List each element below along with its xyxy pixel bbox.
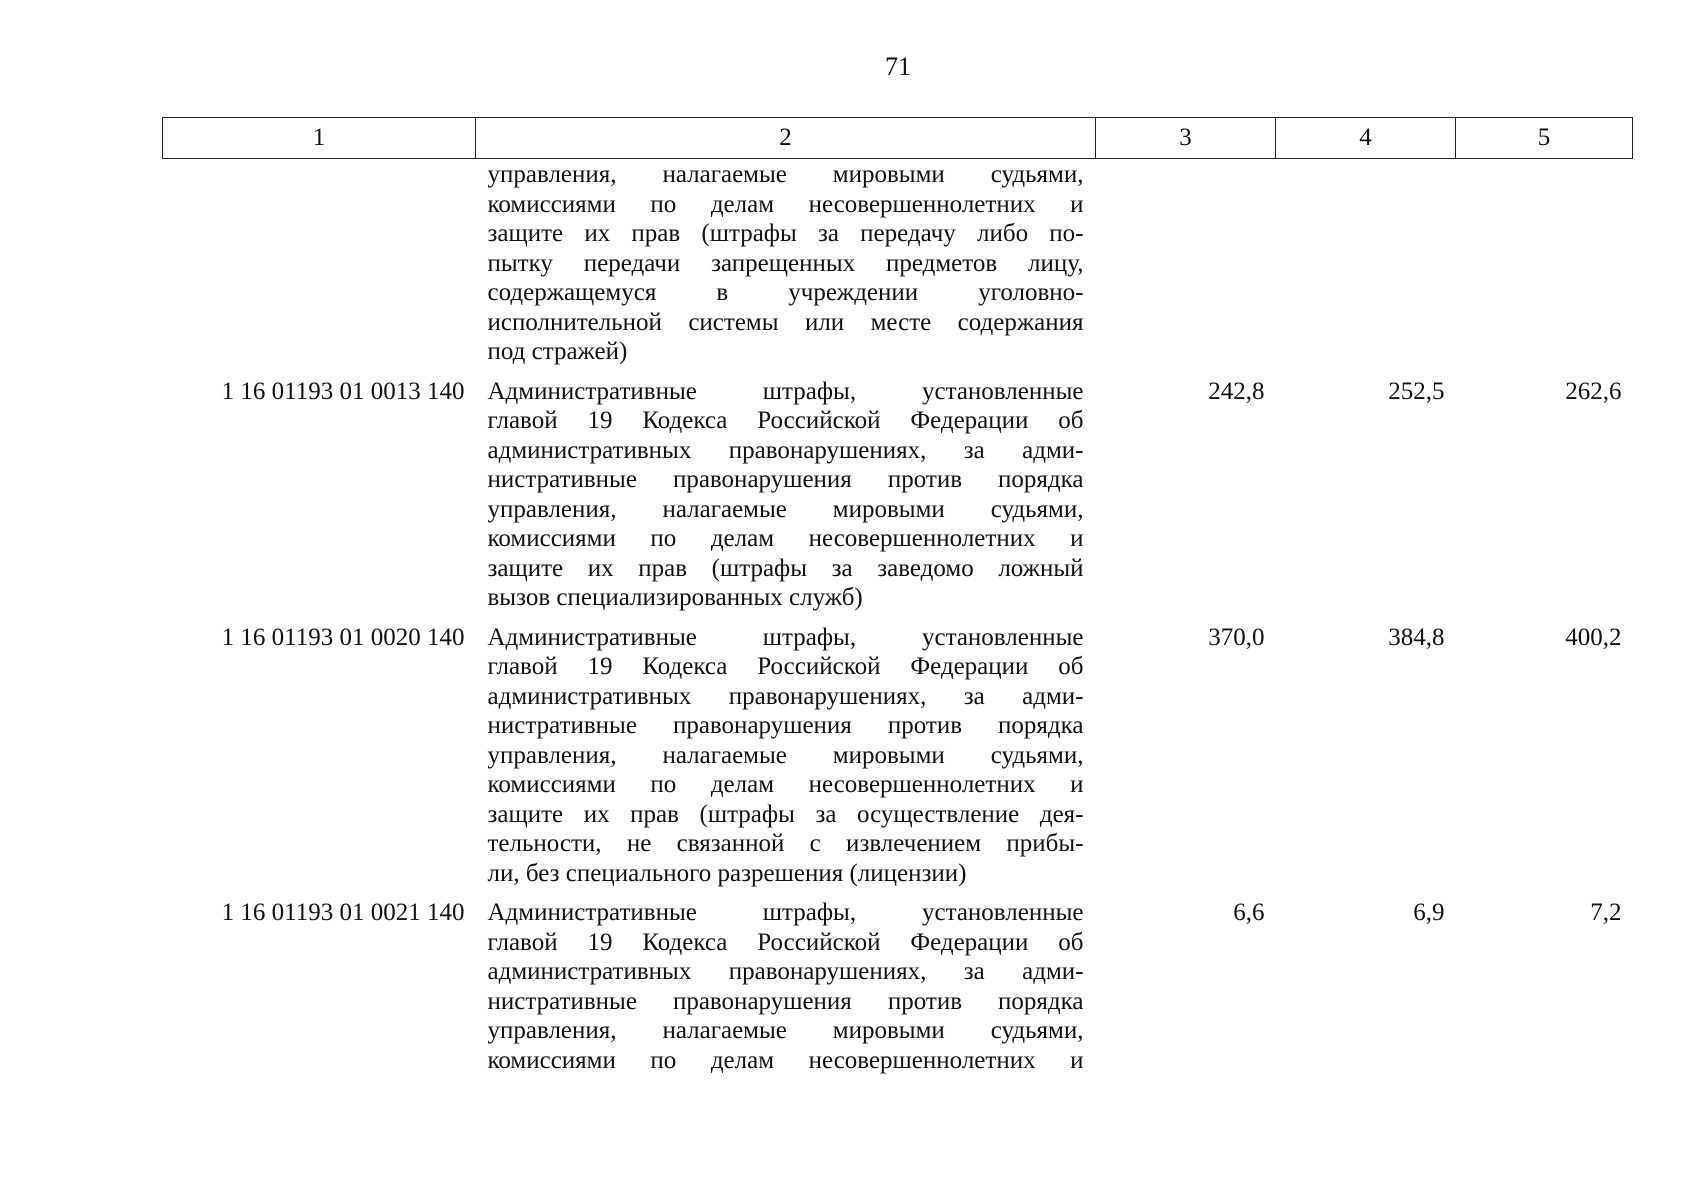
description-line: комиссиями по делам несовершеннолетних и	[487, 190, 1084, 218]
description-line: комиссиями по делам несовершеннолетних и	[487, 1046, 1084, 1074]
description-line: нистративные правонарушения против порядка	[487, 712, 1084, 739]
description-line: главой 19 Кодекса Российской Федерации об	[487, 653, 1084, 680]
header-row	[163, 118, 1633, 159]
budget-code: 1 16 01193 01 0021 140	[221, 899, 465, 926]
header-col-2: 2	[476, 118, 1096, 159]
value-col-5: 400,2	[1565, 623, 1622, 651]
description-line: защите их прав (штрафы за заведомо ложный	[487, 554, 1084, 582]
description-line: пытку передачи запрещенных предметов лицу,	[487, 249, 1084, 277]
description-line: управления, налагаемые мировыми судьями,	[487, 161, 1084, 188]
description-line: тельности, не связанной с извлечением прибы-	[487, 830, 1084, 857]
value-col-4: 6,9	[1413, 899, 1445, 926]
table-row	[163, 367, 1633, 613]
page-number: 71	[885, 52, 911, 81]
description-line: главой 19 Кодекса Российской Федерации об	[487, 928, 1084, 956]
header-col-3: 3	[1096, 118, 1276, 159]
value-col-4: 384,8	[1388, 623, 1445, 651]
value-col-3: 242,8	[1208, 377, 1265, 405]
description-line: защите их прав (штрафы за передачу либо по-	[487, 220, 1084, 247]
description-line: Административные штрафы, установленные	[487, 377, 1084, 405]
description-line: комиссиями по делам несовершеннолетних и	[487, 771, 1084, 798]
description-line: исполнительной системы или месте содержания	[487, 308, 1084, 336]
table-header	[163, 118, 1633, 159]
table-row	[163, 613, 1633, 889]
description-line: административных правонарушениях, за адми-	[487, 436, 1084, 464]
description-line: ли, без специального разрешения (лицензии)	[487, 859, 967, 887]
description-line: нистративные правонарушения против порядка	[487, 466, 1084, 493]
budget-code: 1 16 01193 01 0013 140	[221, 377, 465, 405]
description-line: управления, налагаемые мировыми судьями,	[487, 741, 1084, 769]
description-line: вызов специализированных служб)	[487, 584, 863, 611]
description-line: под стражей)	[487, 338, 628, 365]
description-line: управления, налагаемые мировыми судьями,	[487, 1017, 1084, 1044]
continuation-value-3	[1096, 159, 1276, 367]
header-col-5: 5	[1456, 118, 1633, 159]
table-row	[163, 888, 1633, 1075]
row-description	[476, 613, 1096, 889]
row-description	[476, 888, 1096, 1075]
value-col-5: 7,2	[1590, 899, 1622, 926]
continuation-code-cell	[163, 159, 476, 367]
header-col-1: 1	[163, 118, 476, 159]
description-line: Административные штрафы, установленные	[487, 899, 1084, 926]
value-col-5: 262,6	[1565, 377, 1622, 405]
value-col-4: 252,5	[1388, 377, 1445, 405]
table-body	[163, 159, 1633, 1076]
continuation-row	[163, 159, 1633, 367]
continuation-description	[476, 159, 1096, 367]
description-line: административных правонарушениях, за адми-	[487, 958, 1084, 985]
budget-code: 1 16 01193 01 0020 140	[221, 623, 465, 651]
budget-table	[162, 117, 1633, 1075]
description-line: защите их прав (штрафы за осуществление дея-	[487, 800, 1084, 828]
description-line: содержащемуся в учреждении уголовно-	[487, 279, 1084, 306]
description-line: Административные штрафы, установленные	[487, 623, 1084, 651]
description-line: комиссиями по делам несовершеннолетних и	[487, 525, 1084, 552]
continuation-value-5	[1456, 159, 1633, 367]
header-col-4: 4	[1276, 118, 1456, 159]
description-line: главой 19 Кодекса Российской Федерации об	[487, 407, 1084, 434]
value-col-3: 370,0	[1208, 623, 1265, 651]
value-col-3: 6,6	[1233, 899, 1265, 926]
row-description	[476, 367, 1096, 613]
continuation-value-4	[1276, 159, 1456, 367]
description-line: административных правонарушениях, за адми-	[487, 682, 1084, 710]
description-line: управления, налагаемые мировыми судьями,	[487, 495, 1084, 523]
description-line: нистративные правонарушения против порядка	[487, 987, 1084, 1015]
